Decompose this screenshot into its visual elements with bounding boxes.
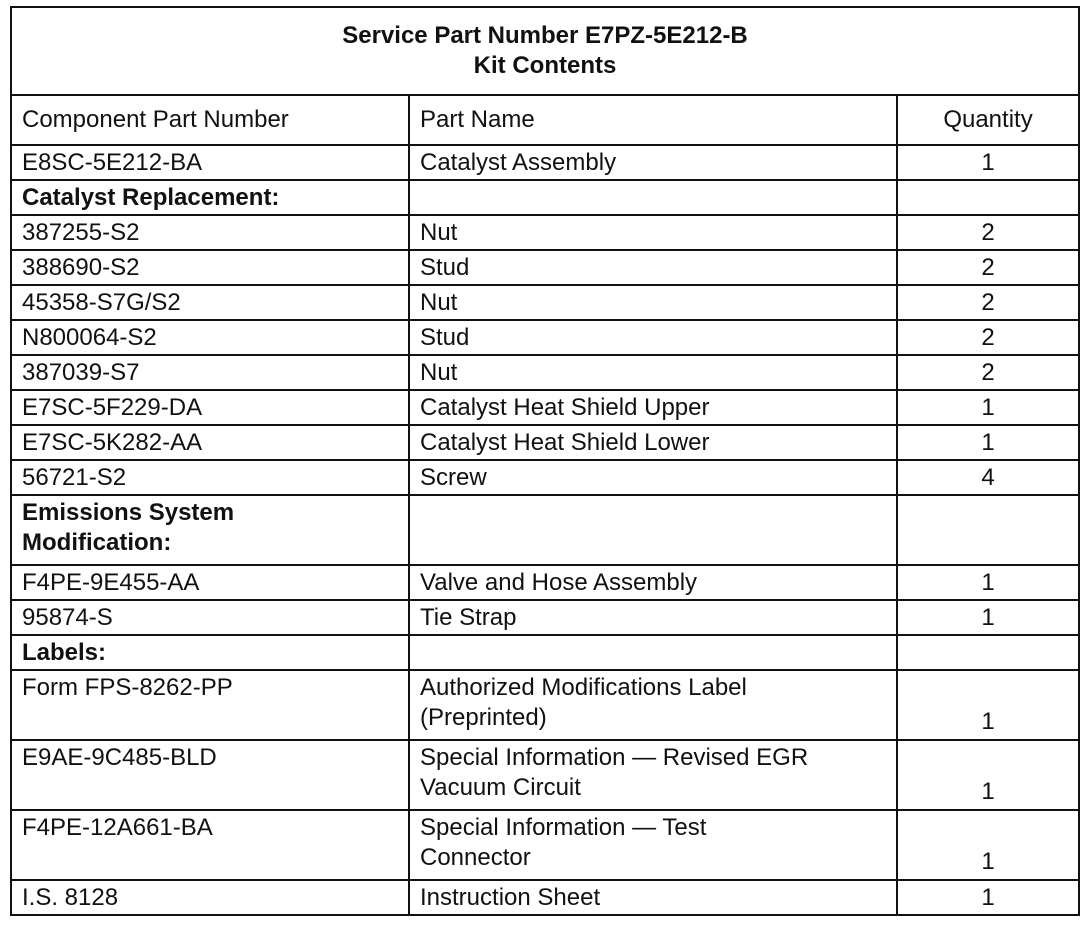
part-name-cell: Tie Strap [409,600,897,635]
part-name-line-1: Authorized Modifications Label [420,674,747,701]
title-line-1: Service Part Number E7PZ-5E212-B [342,22,748,49]
empty-cell [409,495,897,565]
part-name-cell: Nut [409,285,897,320]
section-label [11,495,409,565]
part-name-cell: Catalyst Assembly [409,145,897,180]
part-number-cell: 56721-S2 [11,460,409,495]
part-name-cell: Nut [409,355,897,390]
quantity-cell: 2 [897,355,1079,390]
table-row [11,670,1079,740]
table-row [11,460,1079,495]
table-row [11,285,1079,320]
table-row [11,810,1079,880]
section-row [11,635,1079,670]
quantity-cell: 1 [897,425,1079,460]
empty-cell [409,180,897,215]
table-title [11,7,1079,95]
title-line-2: Kit Contents [473,52,617,79]
part-name-cell [409,670,897,740]
quantity-cell: 1 [897,565,1079,600]
quantity-cell: 1 [897,740,1079,810]
section-label: Catalyst Replacement: [11,180,409,215]
part-number-cell: Form FPS-8262-PP [11,670,409,740]
part-name-cell [409,740,897,810]
part-name-line-2: (Preprinted) [420,704,547,731]
table-row [11,740,1079,810]
part-name-cell: Nut [409,215,897,250]
part-number-cell: I.S. 8128 [11,880,409,915]
header-row [11,95,1079,145]
part-name-line-2: Vacuum Circuit [420,774,581,801]
part-name-cell: Valve and Hose Assembly [409,565,897,600]
quantity-cell: 1 [897,390,1079,425]
empty-cell [897,635,1079,670]
part-name-cell: Stud [409,250,897,285]
section-label: Labels: [11,635,409,670]
table-row [11,425,1079,460]
part-number-cell: F4PE-9E455-AA [11,565,409,600]
table-row [11,600,1079,635]
part-name-cell: Catalyst Heat Shield Lower [409,425,897,460]
part-number-cell: 387255-S2 [11,215,409,250]
part-name-line-2: Connector [420,844,531,871]
empty-cell [897,495,1079,565]
quantity-cell: 2 [897,320,1079,355]
quantity-cell: 2 [897,285,1079,320]
section-row [11,180,1079,215]
quantity-cell: 1 [897,145,1079,180]
part-name-cell: Catalyst Heat Shield Upper [409,390,897,425]
table-row [11,880,1079,915]
part-number-cell: F4PE-12A661-BA [11,810,409,880]
quantity-cell: 1 [897,600,1079,635]
header-quantity: Quantity [897,95,1079,145]
quantity-cell: 2 [897,250,1079,285]
part-number-cell: E7SC-5K282-AA [11,425,409,460]
part-number-cell: 45358-S7G/S2 [11,285,409,320]
table-row [11,215,1079,250]
quantity-cell: 1 [897,810,1079,880]
kit-contents-table [10,6,1080,916]
section-label-line-2: Modification: [22,529,172,556]
table-row [11,565,1079,600]
part-name-cell: Instruction Sheet [409,880,897,915]
table-row [11,320,1079,355]
table-row [11,355,1079,390]
table-row [11,145,1079,180]
part-number-cell: E7SC-5F229-DA [11,390,409,425]
section-row [11,495,1079,565]
table-row [11,250,1079,285]
quantity-cell: 1 [897,670,1079,740]
header-component-part-number: Component Part Number [11,95,409,145]
part-number-cell: N800064-S2 [11,320,409,355]
header-part-name: Part Name [409,95,897,145]
quantity-cell: 2 [897,215,1079,250]
part-name-cell: Screw [409,460,897,495]
part-name-line-1: Special Information — Test [420,814,707,841]
section-label-line-1: Emissions System [22,499,235,526]
part-number-cell: 388690-S2 [11,250,409,285]
part-name-cell: Stud [409,320,897,355]
empty-cell [897,180,1079,215]
part-number-cell: E9AE-9C485-BLD [11,740,409,810]
quantity-cell: 4 [897,460,1079,495]
quantity-cell: 1 [897,880,1079,915]
empty-cell [409,635,897,670]
table-row [11,390,1079,425]
part-number-cell: 95874-S [11,600,409,635]
part-name-line-1: Special Information — Revised EGR [420,744,809,771]
part-number-cell: E8SC-5E212-BA [11,145,409,180]
part-number-cell: 387039-S7 [11,355,409,390]
part-name-cell [409,810,897,880]
